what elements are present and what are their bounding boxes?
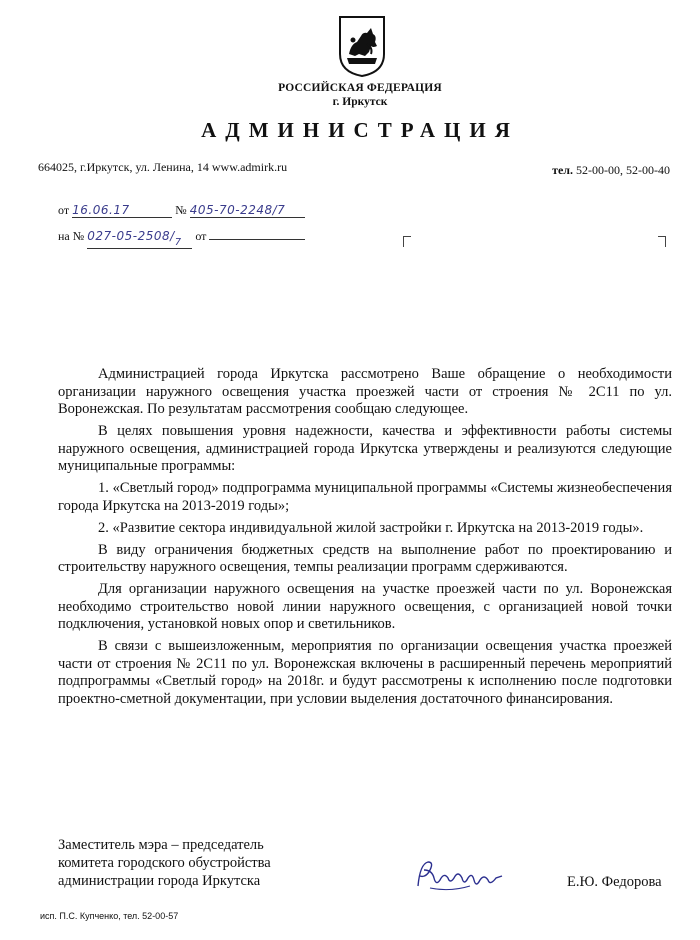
addressee-corner-left (403, 236, 411, 247)
addressee-corner-right (658, 236, 666, 247)
handwritten-signature (410, 856, 510, 896)
signatory-title (58, 836, 271, 890)
from-date-field (72, 203, 172, 218)
signatory-title-line: Заместитель мэра – председатель (58, 837, 264, 853)
list-item: 1. «Светлый город» подпрограмма муниципальной программы «Системы жизнеобеспечения города Иркутска на 2013-2019 годы»; (58, 480, 672, 514)
from-date-value: 16.06.17 (72, 203, 130, 217)
signatory-name: Е.Ю. Федорова (567, 874, 662, 890)
ref-number-suffix: 7 (174, 237, 182, 248)
city-heading: г. Иркутск (332, 96, 388, 108)
number-value: 405-70-2248/7 (189, 203, 286, 217)
phones-label: тел. (552, 163, 574, 177)
signatory-title-line: администрации города Иркутска (58, 873, 261, 889)
paragraph: В связи с вышеизложенным, мероприятия по организации освещения участка проезжей части от строения № 2С11 по ул. Воронежская включены в расширенный перечень мероприятий подпрограммы «Светлый город» на 2018г. и будут рассмотрены к исполнению после подготовки проектно-сметной документации, при условии выделения достаточного финансирования. (58, 638, 672, 707)
ref-date-field (209, 239, 305, 240)
outgoing-registration (58, 203, 305, 218)
paragraph: Для организации наружного освещения на участке проезжей части по ул. Воронежская необходимо строительство новой линии наружного освещения, с организацией новой точки подключения, установкой новых опор и светильников. (58, 581, 672, 633)
signatory-title-line: комитета городского обустройства (58, 855, 271, 871)
list-item: 2. «Развитие сектора индивидуальной жилой застройки г. Иркутска на 2013-2019 годы». (98, 519, 644, 536)
paragraph: В целях повышения уровня надежности, качества и эффективности работы системы наружного освещения, администрацией города Иркутска утверждены и реализуются следующие муниципальные программы: (58, 423, 672, 475)
executor-line: исп. П.С. Купченко, тел. 52-00-57 (40, 911, 179, 921)
ref-label: на № (58, 229, 85, 243)
phones-value: 52-00-00, 52-00-40 (576, 163, 670, 177)
paragraph: Администрацией города Иркутска рассмотрено Ваше обращение о необходимости организации наружного освещения участка проезжей части от строения № 2С11 по ул. Воронежская. По результатам рассмотрения сообщаю следующее. (58, 366, 672, 418)
phone-line (552, 163, 670, 178)
ref-from-label: от (195, 229, 207, 243)
coat-of-arms-icon (337, 14, 387, 78)
paragraph: В виду ограничения бюджетных средств на выполнение работ по проектированию и строительству наружного освещения, темпы реализации программ сдерживаются. (58, 541, 672, 576)
from-label: от (58, 203, 70, 217)
country-heading: РОССИЙСКАЯ ФЕДЕРАЦИЯ (278, 82, 442, 94)
organization-title: АДМИНИСТРАЦИЯ (201, 118, 519, 142)
address-line: 664025, г.Иркутск, ул. Ленина, 14 www.admirk.ru (38, 160, 288, 174)
ref-number-field (87, 229, 192, 249)
reference-registration (58, 229, 305, 249)
number-field (190, 203, 305, 218)
number-label: № (175, 203, 187, 217)
letter-body (58, 366, 672, 713)
ref-number-value: 027-05-2508/ (87, 229, 175, 243)
